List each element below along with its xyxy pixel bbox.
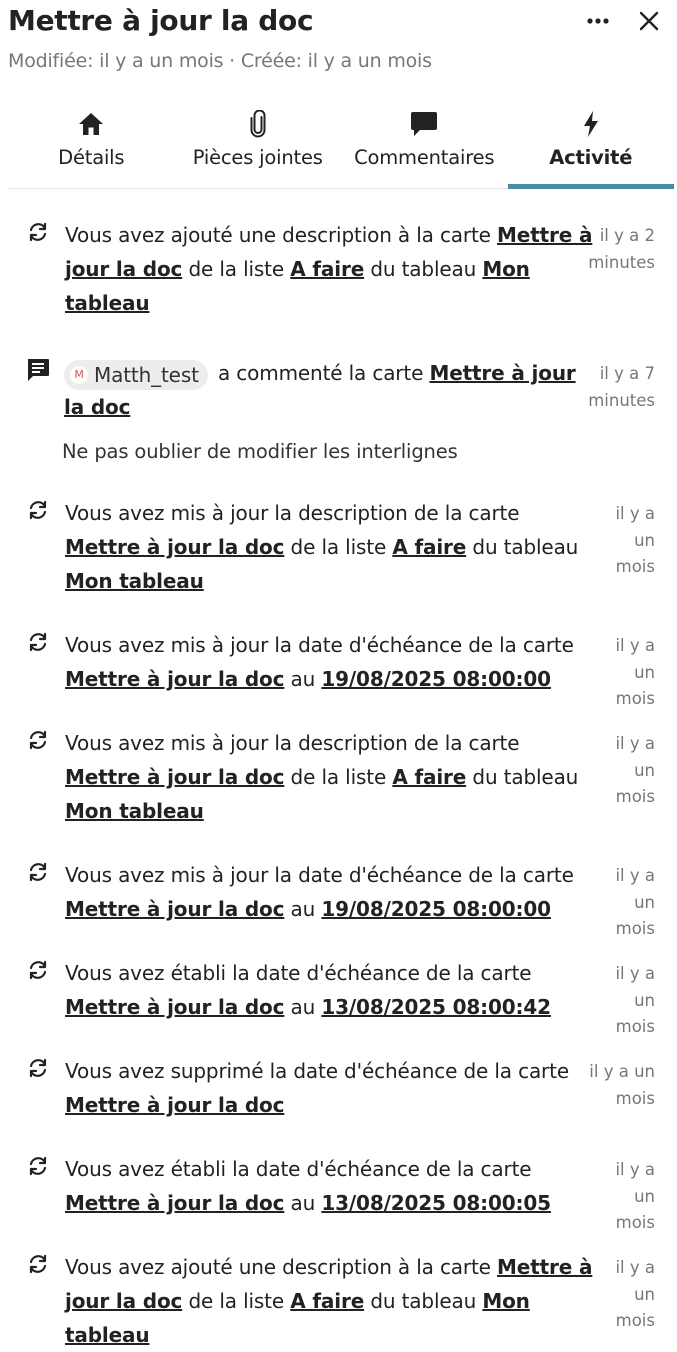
refresh-icon [26, 498, 50, 522]
entry-icon [26, 728, 50, 752]
activity-link[interactable]: 19/08/2025 08:00:00 [321, 667, 551, 691]
timestamp: il y a un mois [615, 636, 655, 708]
avatar: M [70, 366, 88, 384]
activity-text-segment: de la liste [182, 1289, 291, 1313]
tab-label: Détails [58, 146, 125, 169]
activity-link[interactable]: A faire [392, 535, 467, 559]
card-header [0, 0, 677, 82]
activity-text [65, 628, 600, 696]
comment-icon [410, 110, 438, 138]
activity-text-segment: Vous avez ajouté une description à la carte [65, 1255, 498, 1279]
activity-entry [0, 858, 677, 938]
entry-icon [26, 860, 50, 884]
refresh-icon [26, 1056, 50, 1080]
ellipsis-icon [586, 6, 610, 36]
activity-link[interactable]: A faire [290, 257, 365, 281]
card-subtitle: Modifiée: il y a un mois · Créée: il y a un mois [8, 50, 432, 72]
activity-link[interactable]: Mon tableau [65, 569, 204, 593]
activity-link[interactable]: Mettre à jour la doc [65, 765, 285, 789]
close-button[interactable] [631, 6, 667, 36]
home-icon [78, 112, 104, 136]
refresh-icon [26, 1154, 50, 1178]
activity-text-segment: de la liste [182, 257, 291, 281]
timestamp: il y a un mois [615, 504, 655, 576]
tab-label: Pièces jointes [192, 146, 323, 169]
activity-text [65, 1054, 600, 1122]
activity-text [64, 356, 599, 424]
activity-text [65, 218, 600, 320]
activity-text-segment: Vous avez établi la date d'échéance de la carte [65, 1157, 532, 1181]
activity-text [65, 1250, 600, 1352]
activity-text-segment: du tableau [466, 535, 579, 559]
user-chip[interactable] [64, 360, 208, 390]
activity-text-segment: Vous avez mis à jour la description de la carte [65, 731, 520, 755]
username: Matth_test [94, 362, 199, 387]
refresh-icon [26, 958, 50, 982]
activity-text-segment: au [284, 897, 322, 921]
tab-activity[interactable] [508, 105, 675, 188]
tab-bar [8, 105, 674, 189]
tab-details[interactable] [8, 105, 175, 188]
timestamp: il y a 7 minutes [588, 364, 655, 410]
activity-link[interactable]: Mettre à jour la doc [64, 361, 576, 419]
activity-link[interactable]: Mettre à jour la doc [65, 223, 593, 281]
activity-text [65, 496, 600, 598]
activity-text-segment: Vous avez mis à jour la date d'échéance de la carte [65, 633, 574, 657]
activity-entry [0, 1152, 677, 1232]
activity-link[interactable]: Mettre à jour la doc [65, 667, 285, 691]
tab-comments[interactable] [341, 105, 508, 188]
activity-text [65, 858, 600, 926]
activity-link[interactable]: Mon tableau [65, 257, 530, 315]
paperclip-icon [249, 110, 267, 138]
activity-text-segment: Vous avez mis à jour la description de la carte [65, 501, 520, 525]
activity-text-segment: au [284, 667, 322, 691]
timestamp: il y a un mois [615, 866, 655, 938]
activity-link[interactable]: Mettre à jour la doc [65, 1191, 285, 1215]
activity-text-segment: Vous avez ajouté une description à la carte [65, 223, 498, 247]
timestamp: il y a un mois [615, 1160, 655, 1232]
activity-text-segment: du tableau [466, 765, 579, 789]
entry-icon [26, 630, 50, 654]
activity-link[interactable]: 13/08/2025 08:00:42 [321, 995, 551, 1019]
activity-entry [0, 1250, 677, 1352]
activity-link[interactable]: A faire [392, 765, 467, 789]
activity-link[interactable]: A faire [290, 1289, 365, 1313]
activity-feed [0, 218, 677, 1352]
activity-text-segment: Vous avez établi la date d'échéance de la carte [65, 961, 532, 985]
entry-icon [26, 358, 50, 382]
activity-entry [0, 1054, 677, 1122]
activity-entry [0, 628, 677, 708]
entry-icon [26, 1154, 50, 1178]
refresh-icon [26, 860, 50, 884]
activity-text-segment: Vous avez mis à jour la date d'échéance de la carte [65, 863, 574, 887]
entry-icon [26, 1252, 50, 1276]
tab-label: Commentaires [354, 146, 495, 169]
activity-link[interactable]: 19/08/2025 08:00:00 [321, 897, 551, 921]
activity-text [65, 956, 600, 1024]
card-title: Mettre à jour la doc [8, 4, 314, 37]
activity-entry [0, 496, 677, 598]
activity-text-segment: de la liste [284, 535, 393, 559]
timestamp: il y a un mois [589, 1062, 655, 1108]
activity-text-segment: au [284, 995, 322, 1019]
activity-link[interactable]: Mettre à jour la doc [65, 535, 285, 559]
activity-entry [0, 726, 677, 828]
timestamp: il y a un mois [615, 1258, 655, 1330]
entry-icon [26, 958, 50, 982]
activity-entry [0, 218, 677, 320]
refresh-icon [26, 630, 50, 654]
activity-text [65, 1152, 600, 1220]
activity-link[interactable]: Mon tableau [65, 799, 204, 823]
activity-text [65, 726, 600, 828]
activity-entry [0, 956, 677, 1036]
refresh-icon [26, 728, 50, 752]
entry-icon [26, 1056, 50, 1080]
refresh-icon [26, 1252, 50, 1276]
timestamp: il y a un mois [615, 734, 655, 806]
timestamp: il y a 2 minutes [588, 226, 655, 272]
entry-icon [26, 498, 50, 522]
activity-text-segment: du tableau [364, 257, 483, 281]
activity-text-segment: au [284, 1191, 322, 1215]
activity-text-segment: du tableau [364, 1289, 483, 1313]
entry-icon [26, 220, 50, 244]
activity-link[interactable]: Mettre à jour la doc [65, 1255, 593, 1313]
timestamp: il y a un mois [615, 964, 655, 1036]
activity-text-segment: Vous avez supprimé la date d'échéance de la carte [65, 1059, 569, 1083]
more-options-button[interactable] [580, 6, 616, 36]
activity-text-segment: a commenté la carte [211, 361, 430, 385]
activity-link[interactable]: Mettre à jour la doc [65, 1093, 285, 1117]
tab-attachments[interactable] [175, 105, 342, 188]
activity-link[interactable]: Mettre à jour la doc [65, 897, 285, 921]
comment-entry [0, 356, 677, 466]
activity-link[interactable]: Mon tableau [65, 1289, 530, 1347]
comment-icon [26, 358, 50, 382]
activity-link[interactable]: 13/08/2025 08:00:05 [321, 1191, 551, 1215]
comment-body: Ne pas oublier de modifier les interlignes [62, 440, 458, 463]
tab-label: Activité [549, 146, 633, 169]
refresh-icon [26, 220, 50, 244]
lightning-icon [582, 110, 600, 138]
activity-link[interactable]: Mettre à jour la doc [65, 995, 285, 1019]
activity-text-segment: de la liste [284, 765, 393, 789]
close-icon [639, 6, 659, 36]
